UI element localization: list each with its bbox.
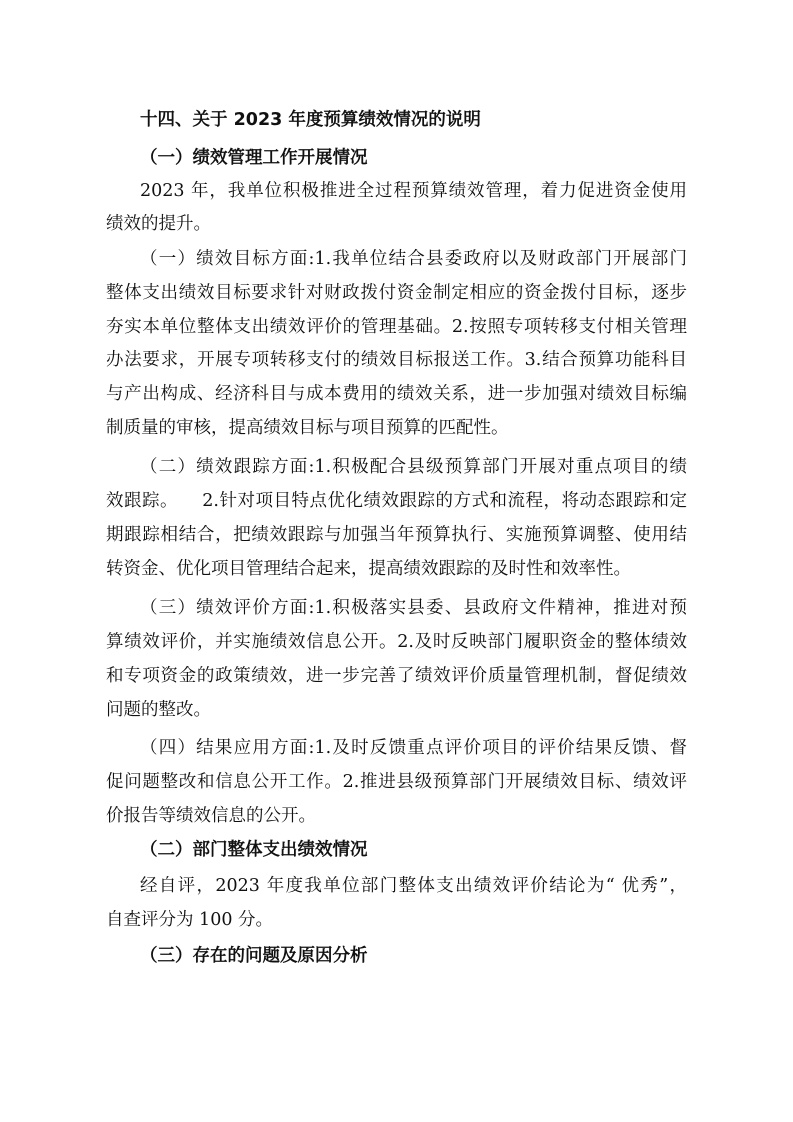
subsection-title-2: （二）部门整体支出绩效情况: [140, 840, 368, 860]
para2-line-2: 效跟踪。 2.针对项目特点优化绩效跟踪的方式和流程，将动态跟踪和定: [106, 491, 687, 511]
intro-line-2: 绩效的提升。: [106, 214, 211, 234]
para4-line-1: （四）结果应用方面:1.及时反馈重点评价项目的评价结果反馈、督: [140, 738, 687, 758]
para4-line-2: 促问题整改和信息公开工作。2.推进县级预算部门开展绩效目标、绩效评: [106, 772, 687, 792]
para3-line-1: （三）绩效评价方面:1.积极落实县委、县政府文件精神，推进对预: [140, 598, 687, 618]
para4-line-3: 价报告等绩效信息的公开。: [106, 806, 316, 826]
sub2-line-2: 自查评分为 100 分。: [106, 910, 274, 930]
intro-line-1: 2023 年，我单位积极推进全过程预算绩效管理，着力促进资金使用: [140, 181, 687, 201]
para1-line-5: 与产出构成、经济科目与成本费用的绩效关系，进一步加强对绩效目标编: [106, 384, 687, 404]
para3-line-3: 和专项资金的政策绩效，进一步完善了绩效评价质量管理机制，督促绩效: [106, 666, 687, 686]
para1-line-6: 制质量的审核，提高绩效目标与项目预算的匹配性。: [106, 418, 509, 438]
para2-line-3: 期跟踪相结合，把绩效跟踪与加强当年预算执行、实施预算调整、使用结: [106, 525, 687, 545]
para2-line-4: 转资金、优化项目管理结合起来，提高绩效跟踪的及时性和效率性。: [106, 559, 631, 579]
para2-line-1: （二）绩效跟踪方面:1.积极配合县级预算部门开展对重点项目的绩: [140, 457, 687, 477]
para1-line-1: （一）绩效目标方面:1.我单位结合县委政府以及财政部门开展部门: [140, 249, 687, 269]
para1-line-4: 办法要求，开展专项转移支付的绩效目标报送工作。3.结合预算功能科目: [106, 350, 687, 370]
subsection-title-1: （一）绩效管理工作开展情况: [140, 148, 368, 168]
section-title: 十四、关于 2023 年度预算绩效情况的说明: [140, 110, 481, 130]
para3-line-2: 算绩效评价，并实施绩效信息公开。2.及时反映部门履职资金的整体绩效: [106, 632, 687, 652]
para1-line-3: 夯实本单位整体支出绩效评价的管理基础。2.按照专项转移支付相关管理: [106, 317, 687, 337]
subsection-title-3: （三）存在的问题及原因分析: [140, 946, 368, 966]
para3-line-4: 问题的整改。: [106, 700, 211, 720]
para1-line-2: 整体支出绩效目标要求针对财政拨付资金制定相应的资金拨付目标，逐步: [106, 283, 687, 303]
sub2-line-1: 经自评，2023 年度我单位部门整体支出绩效评价结论为“ 优秀”，: [140, 876, 687, 896]
